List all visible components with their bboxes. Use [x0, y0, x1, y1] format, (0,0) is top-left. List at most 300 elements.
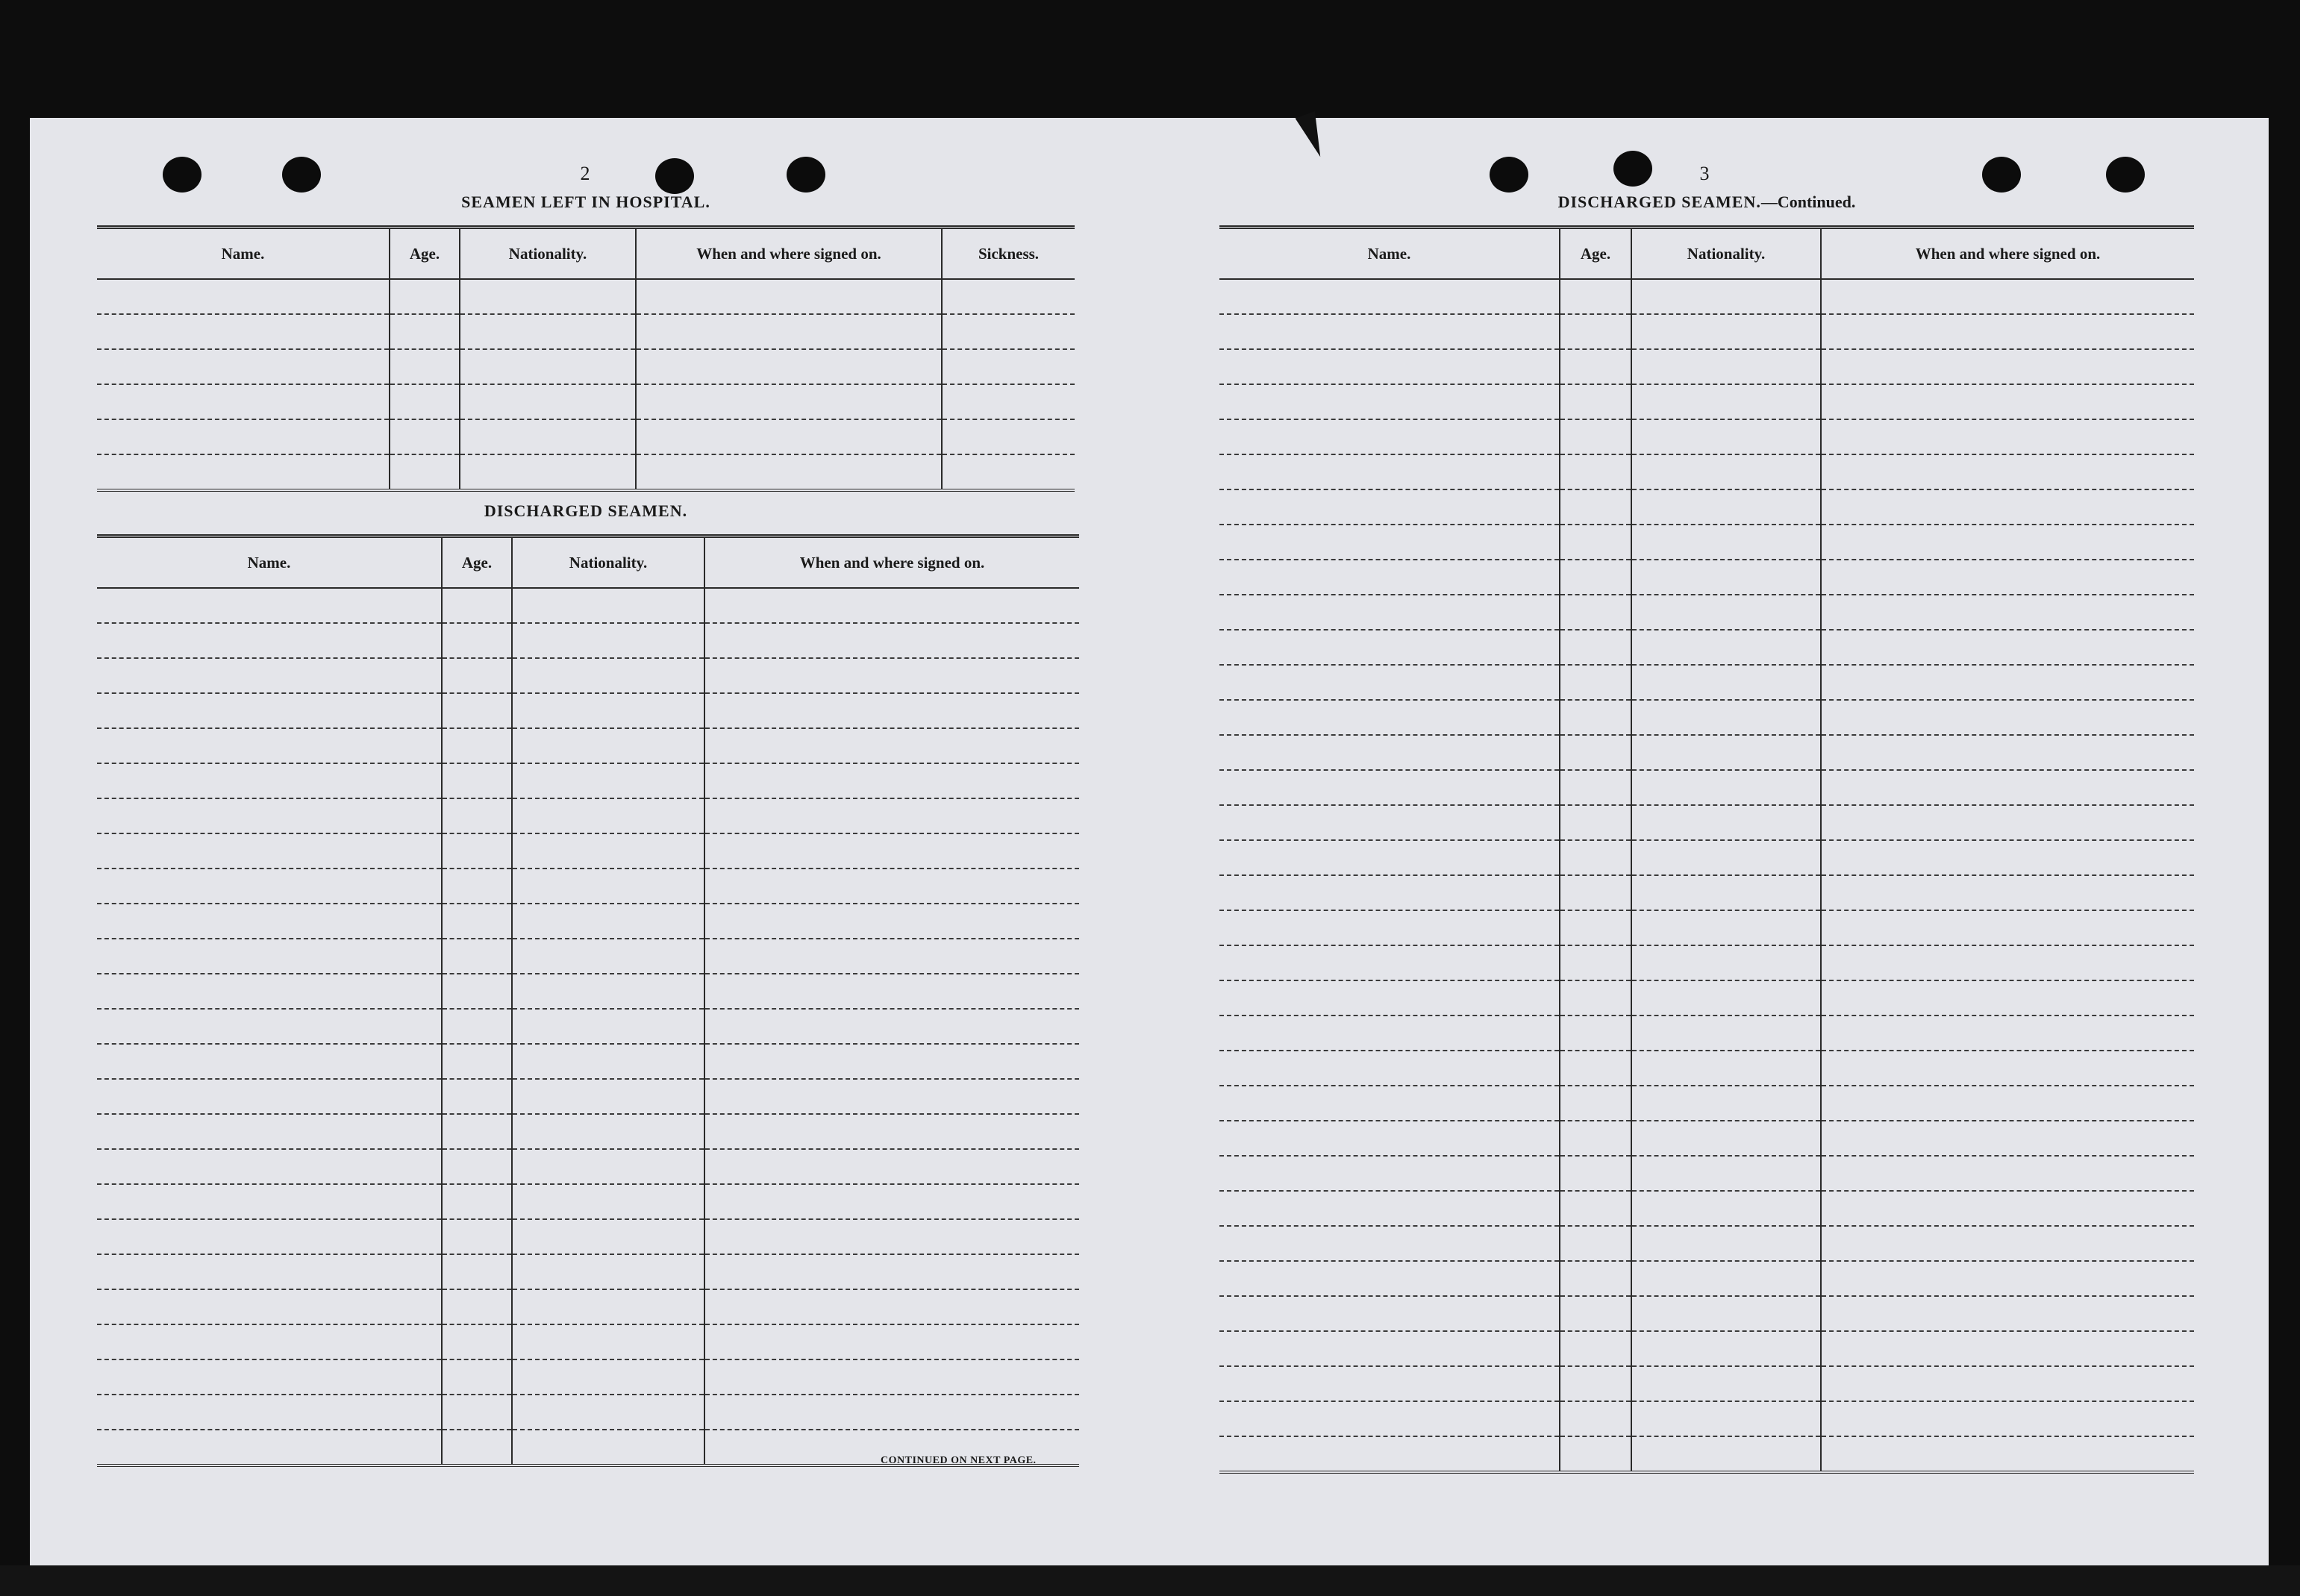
table-cell	[704, 833, 1079, 869]
table-cell	[97, 588, 442, 623]
table-row	[97, 279, 1075, 314]
table-row	[1219, 595, 2194, 630]
table-cell	[636, 314, 942, 349]
table-cell	[1631, 840, 1821, 875]
table-cell	[512, 1324, 704, 1359]
table-cell	[1219, 525, 1560, 560]
table-cell	[460, 454, 636, 490]
table-cell	[442, 1149, 512, 1184]
table-row	[97, 1149, 1079, 1184]
table-cell	[1821, 1051, 2194, 1086]
table-row	[97, 623, 1079, 658]
table-cell	[1560, 560, 1631, 595]
table-cell	[1631, 384, 1821, 419]
table-row	[1219, 419, 2194, 454]
table-cell	[97, 1079, 442, 1114]
table-row	[1219, 1261, 2194, 1296]
table-row	[97, 1359, 1079, 1395]
table-cell	[460, 419, 636, 454]
table-cell	[704, 623, 1079, 658]
hospital-table-header	[97, 228, 1075, 280]
table-row	[97, 454, 1075, 490]
table-cell	[460, 279, 636, 314]
discharged-continued-title: DISCHARGED SEAMEN.	[1557, 193, 1761, 211]
table-cell	[942, 314, 1075, 349]
table-cell	[97, 1289, 442, 1324]
table-row	[1219, 735, 2194, 770]
table-cell	[942, 349, 1075, 384]
column-header-when-where-signed-on: When and where signed on.	[636, 228, 942, 280]
table-cell	[1560, 1016, 1631, 1051]
table-cell	[390, 314, 460, 349]
table-cell	[1821, 1086, 2194, 1121]
hospital-section-title: SEAMEN LEFT IN HOSPITAL.	[461, 193, 710, 211]
table-cell	[1560, 525, 1631, 560]
table-cell	[942, 279, 1075, 314]
table-cell	[1219, 1261, 1560, 1296]
table-cell	[97, 763, 442, 798]
table-row	[1219, 525, 2194, 560]
table-row	[97, 1219, 1079, 1254]
table-cell	[1560, 945, 1631, 980]
page-number-left: 2	[580, 163, 590, 184]
table-row	[1219, 314, 2194, 349]
table-cell	[1560, 665, 1631, 700]
table-cell	[1631, 875, 1821, 910]
table-cell	[1821, 770, 2194, 805]
table-cell	[1631, 980, 1821, 1016]
table-row	[97, 798, 1079, 833]
table-cell	[636, 279, 942, 314]
table-row	[97, 833, 1079, 869]
table-cell	[1821, 1016, 2194, 1051]
table-row	[97, 939, 1079, 974]
table-cell	[442, 833, 512, 869]
table-cell	[1631, 910, 1821, 945]
table-cell	[1821, 560, 2194, 595]
table-cell	[1560, 314, 1631, 349]
table-cell	[97, 869, 442, 904]
table-cell	[512, 974, 704, 1009]
table-cell	[442, 904, 512, 939]
table-row	[97, 1009, 1079, 1044]
table-cell	[1821, 1121, 2194, 1156]
table-cell	[704, 728, 1079, 763]
table-row	[1219, 840, 2194, 875]
table-cell	[512, 763, 704, 798]
table-cell	[704, 763, 1079, 798]
table-cell	[1631, 279, 1821, 314]
table-cell	[1821, 1156, 2194, 1191]
table-row	[97, 1289, 1079, 1324]
table-row	[1219, 560, 2194, 595]
table-cell	[97, 798, 442, 833]
table-cell	[1631, 419, 1821, 454]
table-cell	[97, 279, 390, 314]
table-cell	[1219, 560, 1560, 595]
table-cell	[1219, 630, 1560, 665]
table-cell	[1631, 630, 1821, 665]
punch-hole	[655, 158, 694, 194]
punch-hole	[787, 157, 825, 193]
table-row	[97, 869, 1079, 904]
table-cell	[97, 454, 390, 490]
table-row	[1219, 630, 2194, 665]
table-cell	[97, 1359, 442, 1395]
table-cell	[442, 869, 512, 904]
table-cell	[1560, 1226, 1631, 1261]
table-cell	[1631, 349, 1821, 384]
table-cell	[1560, 1086, 1631, 1121]
table-row	[1219, 1086, 2194, 1121]
table-row	[97, 349, 1075, 384]
discharged-table-header	[97, 536, 1079, 589]
table-cell	[1631, 525, 1821, 560]
table-cell	[1631, 1296, 1821, 1331]
table-cell	[704, 1324, 1079, 1359]
table-cell	[1631, 805, 1821, 840]
table-cell	[636, 349, 942, 384]
table-cell	[512, 869, 704, 904]
table-cell	[442, 623, 512, 658]
table-cell	[442, 974, 512, 1009]
table-cell	[97, 1324, 442, 1359]
table-cell	[97, 419, 390, 454]
table-cell	[1560, 1331, 1631, 1366]
table-cell	[1219, 875, 1560, 910]
table-row	[97, 728, 1079, 763]
table-cell	[1821, 1366, 2194, 1401]
table-cell	[97, 623, 442, 658]
table-cell	[1631, 1261, 1821, 1296]
continued-suffix: —Continued.	[1760, 193, 1856, 211]
table-cell	[704, 904, 1079, 939]
table-cell	[1631, 1436, 1821, 1472]
table-cell	[512, 693, 704, 728]
table-cell	[704, 1044, 1079, 1079]
punch-hole	[282, 157, 321, 193]
table-row	[97, 1079, 1079, 1114]
table-cell	[442, 1114, 512, 1149]
punch-hole	[1982, 157, 2021, 193]
table-cell	[1219, 770, 1560, 805]
table-cell	[1560, 384, 1631, 419]
table-cell	[704, 1219, 1079, 1254]
table-cell	[1821, 349, 2194, 384]
table-cell	[704, 1009, 1079, 1044]
table-cell	[97, 349, 390, 384]
table-cell	[512, 904, 704, 939]
table-cell	[97, 693, 442, 728]
table-cell	[512, 623, 704, 658]
table-cell	[704, 798, 1079, 833]
table-cell	[512, 1079, 704, 1114]
table-cell	[1821, 875, 2194, 910]
table-cell	[1219, 1226, 1560, 1261]
table-cell	[512, 1219, 704, 1254]
punch-hole	[1613, 151, 1652, 187]
table-cell	[390, 419, 460, 454]
column-header-sickness: Sickness.	[942, 228, 1075, 280]
table-cell	[636, 419, 942, 454]
table-cell	[704, 1114, 1079, 1149]
table-cell	[1821, 489, 2194, 525]
table-cell	[1631, 1191, 1821, 1226]
table-cell	[1821, 1296, 2194, 1331]
table-cell	[1560, 735, 1631, 770]
table-cell	[97, 939, 442, 974]
table-cell	[1219, 1296, 1560, 1331]
table-row	[1219, 1156, 2194, 1191]
table-cell	[442, 693, 512, 728]
table-cell	[1219, 700, 1560, 735]
table-cell	[1631, 1121, 1821, 1156]
table-cell	[1560, 980, 1631, 1016]
table-cell	[1821, 1436, 2194, 1472]
table-cell	[1821, 454, 2194, 489]
table-cell	[1821, 1226, 2194, 1261]
continued-footer-note: CONTINUED ON NEXT PAGE.	[881, 1455, 1037, 1466]
table-cell	[1219, 945, 1560, 980]
table-cell	[442, 1009, 512, 1044]
table-cell	[1560, 1366, 1631, 1401]
table-row	[1219, 1331, 2194, 1366]
table-cell	[97, 1114, 442, 1149]
table-cell	[1560, 630, 1631, 665]
table-cell	[1631, 945, 1821, 980]
table-cell	[1560, 1261, 1631, 1296]
table-cell	[97, 1254, 442, 1289]
table-cell	[1631, 770, 1821, 805]
table-cell	[704, 588, 1079, 623]
table-row	[1219, 700, 2194, 735]
table-cell	[390, 454, 460, 490]
table-row	[97, 1184, 1079, 1219]
table-cell	[1560, 770, 1631, 805]
table-cell	[1219, 665, 1560, 700]
table-cell	[97, 1044, 442, 1079]
table-cell	[1560, 595, 1631, 630]
table-row	[1219, 875, 2194, 910]
table-row	[97, 1395, 1079, 1430]
table-cell	[704, 1079, 1079, 1114]
table-cell	[97, 314, 390, 349]
table-row	[1219, 489, 2194, 525]
table-cell	[442, 588, 512, 623]
punch-hole	[163, 157, 201, 193]
table-cell	[1631, 1366, 1821, 1401]
table-row	[1219, 1016, 2194, 1051]
table-cell	[1631, 1156, 1821, 1191]
table-cell	[512, 1430, 704, 1465]
table-cell	[704, 693, 1079, 728]
table-cell	[97, 1430, 442, 1465]
table-cell	[1631, 1051, 1821, 1086]
table-cell	[442, 1079, 512, 1114]
table-cell	[1219, 1191, 1560, 1226]
discharged-section-title: DISCHARGED SEAMEN.	[484, 501, 688, 520]
table-cell	[442, 1219, 512, 1254]
table-cell	[1560, 454, 1631, 489]
table-cell	[1821, 980, 2194, 1016]
table-cell	[442, 939, 512, 974]
table-cell	[1821, 840, 2194, 875]
table-cell	[636, 384, 942, 419]
table-cell	[1821, 1261, 2194, 1296]
table-cell	[97, 1219, 442, 1254]
table-row	[1219, 454, 2194, 489]
column-header-nationality: Nationality.	[512, 536, 704, 589]
table-cell	[97, 974, 442, 1009]
table-cell	[1821, 595, 2194, 630]
table-cell	[512, 798, 704, 833]
table-row	[1219, 805, 2194, 840]
table-cell	[1560, 1191, 1631, 1226]
table-cell	[1821, 314, 2194, 349]
table-cell	[512, 1359, 704, 1395]
table-cell	[442, 798, 512, 833]
table-cell	[1631, 1331, 1821, 1366]
table-cell	[442, 1254, 512, 1289]
table-cell	[1219, 384, 1560, 419]
punch-hole	[2106, 157, 2145, 193]
table-cell	[942, 384, 1075, 419]
table-cell	[1631, 1016, 1821, 1051]
table-cell	[1631, 700, 1821, 735]
table-row	[97, 314, 1075, 349]
table-cell	[442, 1430, 512, 1465]
table-cell	[1219, 1331, 1560, 1366]
table-cell	[1219, 454, 1560, 489]
table-cell	[636, 454, 942, 490]
table-cell	[512, 1009, 704, 1044]
table-cell	[1560, 419, 1631, 454]
table-cell	[704, 658, 1079, 693]
table-cell	[704, 1184, 1079, 1219]
table-row	[97, 588, 1079, 623]
table-row	[97, 974, 1079, 1009]
table-cell	[442, 1184, 512, 1219]
table-row	[97, 763, 1079, 798]
table-cell	[97, 658, 442, 693]
table-cell	[1560, 1401, 1631, 1436]
table-cell	[1821, 630, 2194, 665]
column-header-age: Age.	[390, 228, 460, 280]
table-cell	[1631, 735, 1821, 770]
table-row	[97, 1044, 1079, 1079]
table-cell	[1631, 314, 1821, 349]
discharged-continued-section-title	[1219, 193, 2194, 212]
table-cell	[1219, 1436, 1560, 1472]
table-cell	[442, 658, 512, 693]
table-cell	[1219, 1156, 1560, 1191]
table-row	[97, 419, 1075, 454]
table-cell	[1631, 1086, 1821, 1121]
table-cell	[942, 454, 1075, 490]
table-cell	[97, 1009, 442, 1044]
table-cell	[1821, 1191, 2194, 1226]
column-header-age: Age.	[442, 536, 512, 589]
table-cell	[1821, 805, 2194, 840]
table-cell	[1219, 279, 1560, 314]
table-cell	[704, 974, 1079, 1009]
table-cell	[1821, 910, 2194, 945]
table-row	[97, 1114, 1079, 1149]
table-cell	[1219, 1016, 1560, 1051]
column-header-name: Name.	[97, 228, 390, 280]
table-cell	[512, 1184, 704, 1219]
table-cell	[512, 1149, 704, 1184]
table-cell	[1219, 595, 1560, 630]
table-cell	[512, 939, 704, 974]
table-row	[97, 904, 1079, 939]
table-cell	[1560, 489, 1631, 525]
table-cell	[704, 1395, 1079, 1430]
table-cell	[942, 419, 1075, 454]
table-cell	[1560, 700, 1631, 735]
column-header-nationality: Nationality.	[1631, 228, 1821, 280]
table-cell	[97, 728, 442, 763]
table-cell	[97, 833, 442, 869]
table-cell	[1560, 1121, 1631, 1156]
table-cell	[1631, 454, 1821, 489]
table-cell	[1631, 595, 1821, 630]
table-cell	[512, 1289, 704, 1324]
table-cell	[97, 904, 442, 939]
column-header-name: Name.	[1219, 228, 1560, 280]
table-cell	[97, 1184, 442, 1219]
table-cell	[1219, 489, 1560, 525]
page-number-right: 3	[1699, 163, 1710, 184]
table-cell	[97, 1149, 442, 1184]
table-cell	[1821, 1401, 2194, 1436]
table-cell	[1821, 1331, 2194, 1366]
table-cell	[460, 349, 636, 384]
column-header-age: Age.	[1560, 228, 1631, 280]
table-cell	[1631, 489, 1821, 525]
discharged-table	[97, 534, 1079, 1467]
table-row	[1219, 945, 2194, 980]
table-cell	[390, 349, 460, 384]
table-cell	[512, 1254, 704, 1289]
table-row	[97, 658, 1079, 693]
table-cell	[1821, 735, 2194, 770]
table-row	[97, 1324, 1079, 1359]
table-cell	[1219, 805, 1560, 840]
table-cell	[442, 1289, 512, 1324]
table-cell	[512, 1395, 704, 1430]
table-row	[1219, 1366, 2194, 1401]
table-cell	[460, 384, 636, 419]
table-cell	[704, 939, 1079, 974]
table-row	[1219, 665, 2194, 700]
table-row	[1219, 910, 2194, 945]
table-cell	[1821, 419, 2194, 454]
table-cell	[1560, 1051, 1631, 1086]
table-row	[1219, 1051, 2194, 1086]
table-cell	[1560, 805, 1631, 840]
table-row	[1219, 1296, 2194, 1331]
table-cell	[1631, 665, 1821, 700]
table-row	[97, 1254, 1079, 1289]
column-header-nationality: Nationality.	[460, 228, 636, 280]
table-cell	[512, 833, 704, 869]
scan-border	[0, 1565, 2300, 1596]
table-cell	[1219, 1366, 1560, 1401]
table-cell	[1219, 314, 1560, 349]
table-cell	[442, 728, 512, 763]
table-cell	[704, 869, 1079, 904]
